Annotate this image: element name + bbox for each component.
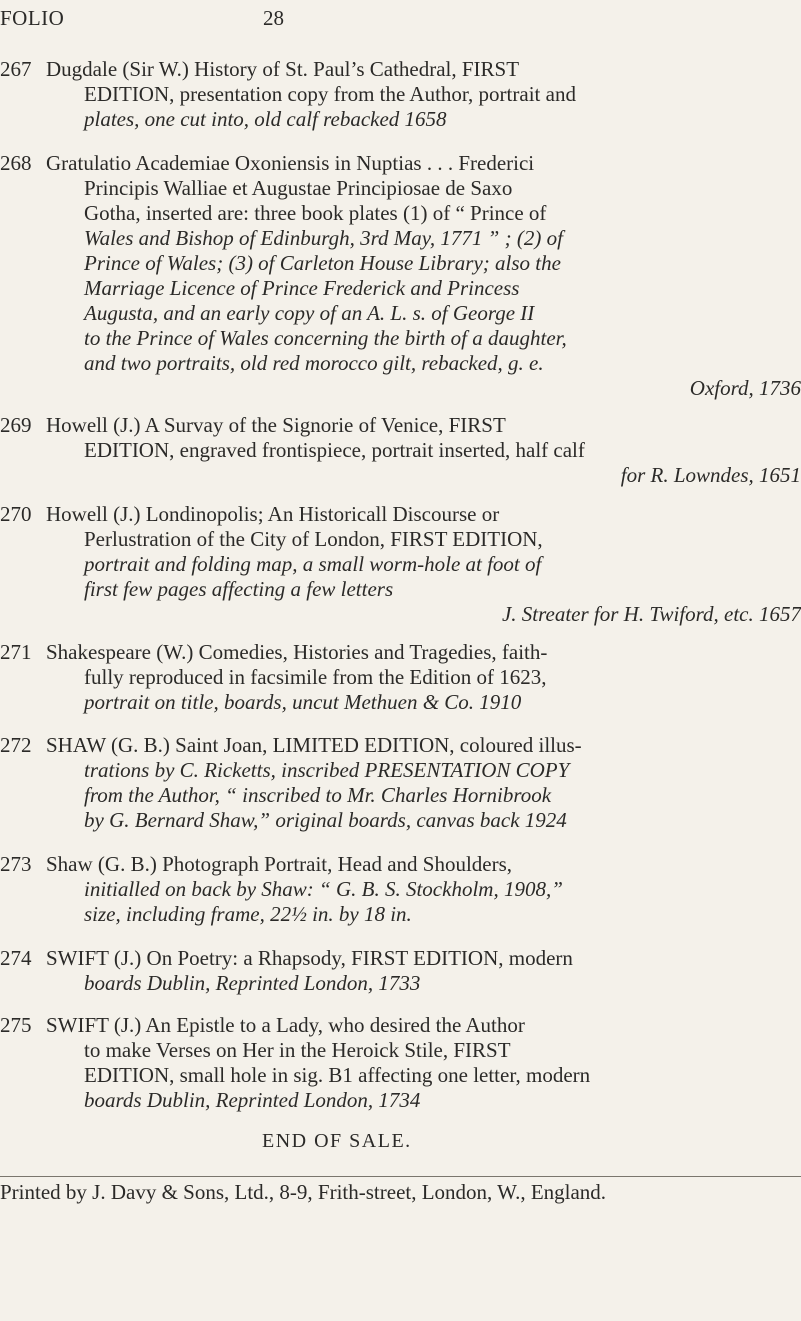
lot-number: 269 (0, 413, 32, 437)
lot-line: Perlustration of the City of London, FIRST EDITION, (84, 527, 543, 551)
lot-line: Howell (J.) Londinopolis; An Historicall Discourse or (46, 502, 500, 526)
lot-number: 272 (0, 733, 32, 757)
lot-number: 273 (0, 852, 32, 876)
lot-line: Prince of Wales; (3) of Carleton House Library; also the (84, 251, 561, 275)
lot-description (46, 946, 801, 996)
lot-description (46, 57, 801, 132)
lot-number: 275 (0, 1013, 32, 1037)
lot-number: 267 (0, 57, 32, 81)
lot-line: EDITION, small hole in sig. B1 affecting one letter, modern (84, 1063, 591, 1087)
lot-line: Oxford, 1736 (689, 376, 801, 400)
lot-line: EDITION, engraved frontispiece, portrait inserted, half calf (84, 438, 585, 462)
footer-rule (0, 1176, 801, 1177)
lot-line: Dugdale (Sir W.) History of St. Paul’s Cathedral, FIRST (46, 57, 520, 81)
lot-number: 271 (0, 640, 32, 664)
lot-line: SHAW (G. B.) Saint Joan, LIMITED EDITION, coloured illus- (46, 733, 582, 757)
folio-label: FOLIO (0, 6, 65, 30)
lot-line: plates, one cut into, old calf rebacked 1658 (84, 107, 447, 131)
lot-line: boards Dublin, Reprinted London, 1733 (84, 971, 421, 995)
printer-imprint: Printed by J. Davy & Sons, Ltd., 8-9, Frith-street, London, W., England. (0, 1180, 607, 1204)
lot-line: from the Author, “ inscribed to Mr. Charles Hornibrook (84, 783, 552, 807)
lot-number: 268 (0, 151, 32, 175)
lot-line: Augusta, and an early copy of an A. L. s. of George II (84, 301, 535, 325)
lot-number: 274 (0, 946, 32, 970)
lot-line: by G. Bernard Shaw,” original boards, canvas back 1924 (84, 808, 567, 832)
lot-line: Shaw (G. B.) Photograph Portrait, Head and Shoulders, (46, 852, 513, 876)
lot-line: Gratulatio Academiae Oxoniensis in Nuptias . . . Frederici (46, 151, 535, 175)
lot-description (46, 1013, 801, 1113)
lot-line: boards Dublin, Reprinted London, 1734 (84, 1088, 421, 1112)
lot-line: portrait and folding map, a small worm-hole at foot of (84, 552, 542, 576)
lot-line: EDITION, presentation copy from the Author, portrait and (84, 82, 576, 106)
lot-description (46, 733, 801, 833)
lot-line: size, including frame, 22½ in. by 18 in. (84, 902, 412, 926)
lot-line: and two portraits, old red morocco gilt, rebacked, g. e. (84, 351, 544, 375)
lot-description (46, 502, 801, 627)
lot-line: Gotha, inserted are: three book plates (1) of “ Prince of (84, 201, 547, 225)
lot-line: Shakespeare (W.) Comedies, Histories and Tragedies, faith- (46, 640, 548, 664)
lot-line: to make Verses on Her in the Heroick Stile, FIRST (84, 1038, 511, 1062)
lot-description (46, 151, 801, 401)
lot-line: SWIFT (J.) On Poetry: a Rhapsody, FIRST EDITION, modern (46, 946, 573, 970)
lot-line: first few pages affecting a few letters (84, 577, 394, 601)
lot-line: SWIFT (J.) An Epistle to a Lady, who desired the Author (46, 1013, 525, 1037)
lot-line: fully reproduced in facsimile from the Edition of 1623, (84, 665, 547, 689)
lot-description (46, 852, 801, 927)
lot-line: Principis Walliae et Augustae Principiosae de Saxo (84, 176, 513, 200)
lot-line: Wales and Bishop of Edinburgh, 3rd May, 1771 ” ; (2) of (84, 226, 563, 250)
lot-line: for R. Lowndes, 1651 (620, 463, 801, 487)
lot-line: Marriage Licence of Prince Frederick and Princess (84, 276, 520, 300)
page-number: 28 (263, 6, 284, 30)
lot-line: initialled on back by Shaw: “ G. B. S. Stockholm, 1908,” (84, 877, 563, 901)
lot-line: to the Prince of Wales concerning the birth of a daughter, (84, 326, 567, 350)
lot-line: J. Streater for H. Twiford, etc. 1657 (501, 602, 801, 626)
lot-line: Howell (J.) A Survay of the Signorie of Venice, FIRST (46, 413, 506, 437)
lot-description (46, 413, 801, 488)
lot-line: trations by C. Ricketts, inscribed PRESENTATION COPY (84, 758, 570, 782)
end-of-sale-note: END OF SALE. (262, 1130, 412, 1152)
lot-number: 270 (0, 502, 32, 526)
lot-description (46, 640, 801, 715)
lot-line: portrait on title, boards, uncut Methuen & Co. 1910 (84, 690, 522, 714)
